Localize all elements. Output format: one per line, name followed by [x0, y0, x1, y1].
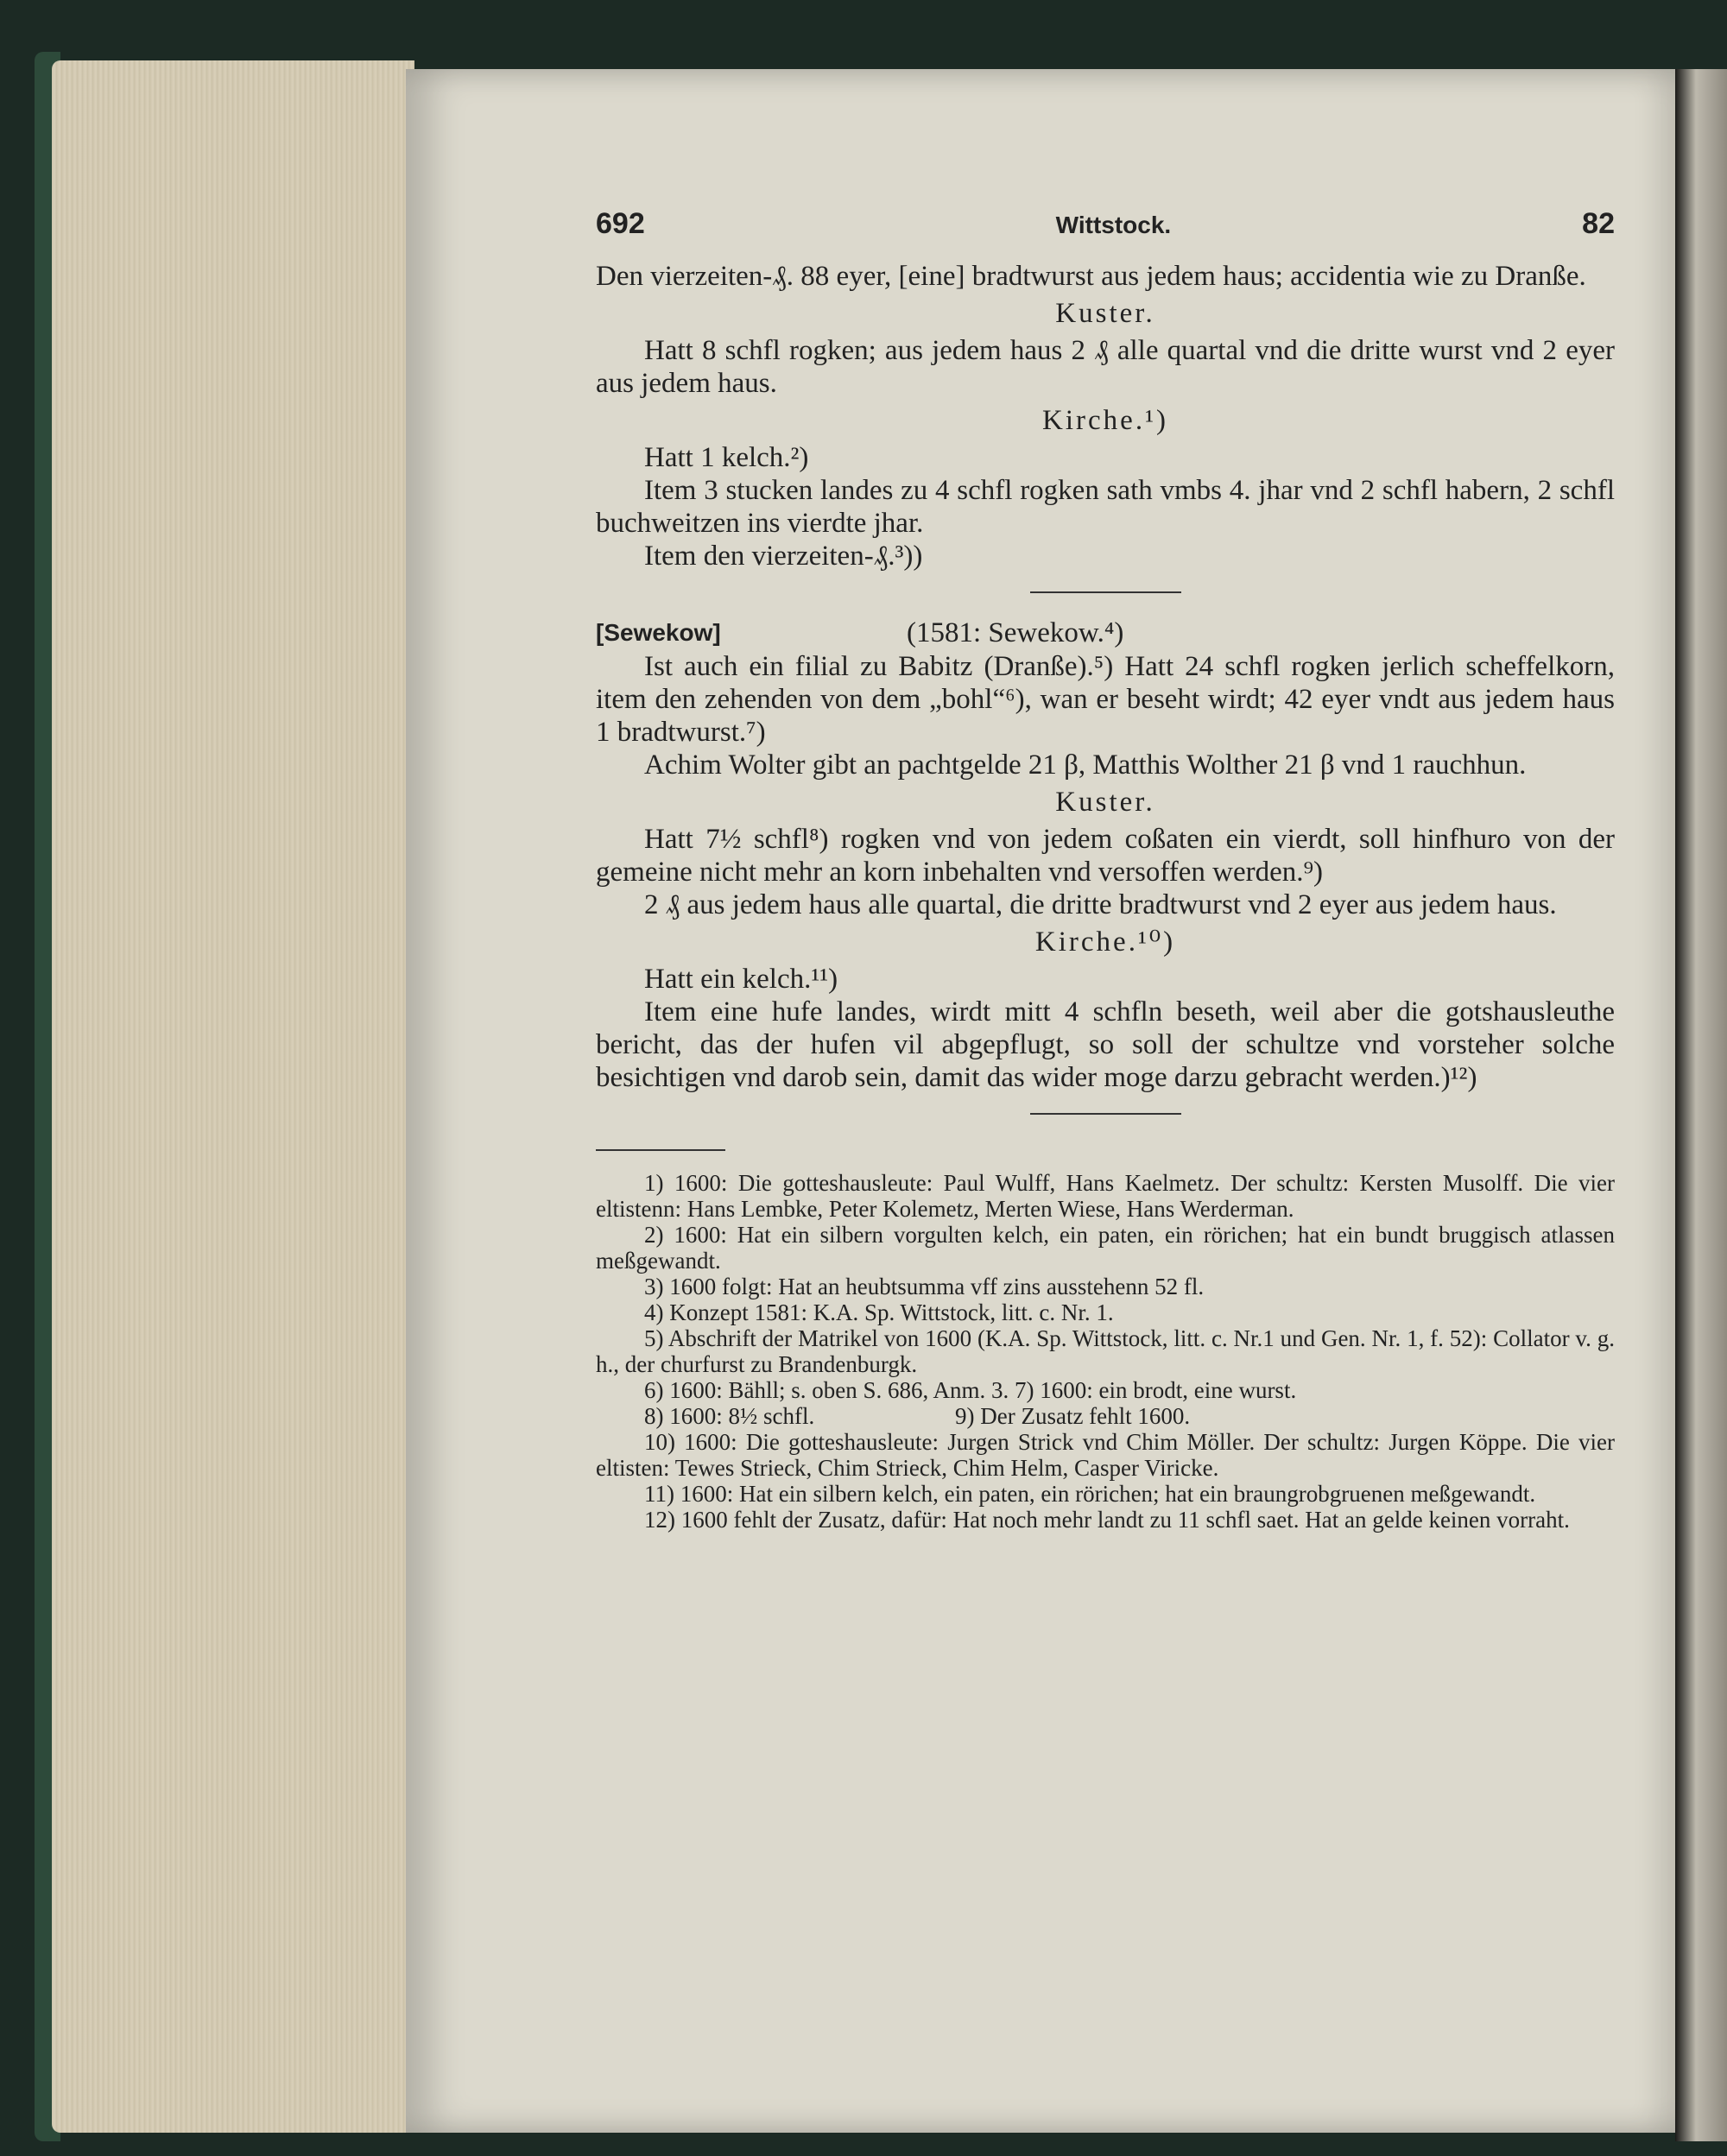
book-page-edges — [52, 60, 414, 2133]
original-page-number: 82 — [1582, 207, 1615, 240]
paragraph: Hatt 7½ schfl⁸) rogken vnd von jedem coßaten ein vierdt, soll hinfhuro von der gemeine nicht mehr an korn inbehalten vnd versoffen werden.⁹) — [596, 824, 1615, 888]
section-heading — [596, 616, 1615, 650]
footnote: 6) 1600: Bähll; s. oben S. 686, Anm. 3. 7) 1600: ein brodt, eine wurst. — [644, 1377, 1297, 1403]
paragraph: Item 3 stucken landes zu 4 schfl rogken sath vmbs 4. jhar vnd 2 schfl habern, 2 schfl buchweitzen ins vierdte jhar. — [596, 475, 1615, 539]
footnote: 1) 1600: Die gotteshausleute: Paul Wulff, Hans Kaelmetz. Der schultz: Kersten Musolff. Die vier eltistenn: Hans Lembke, Peter Kolemetz, Merten Wiese, Hans Werderman. — [596, 1170, 1615, 1222]
subheading: Kuster. — [1055, 298, 1155, 329]
footnote: 4) Konzept 1581: K.A. Sp. Wittstock, litt. c. Nr. 1. — [644, 1299, 1114, 1325]
section-alt-name: (1581: Sewekow.⁴) — [907, 617, 1124, 648]
footnote-row — [596, 1403, 1615, 1429]
running-title: Wittstock. — [1055, 212, 1172, 238]
page-number: 692 — [596, 207, 645, 240]
paragraph: Item den vierzeiten-₰.³)) — [644, 541, 923, 572]
section-divider — [1030, 591, 1181, 593]
footnotes-block-1 — [596, 1170, 1615, 1403]
paragraph: 2 ₰ aus jedem haus alle quartal, die dritte bradtwurst vnd 2 eyer aus jedem haus. — [644, 889, 1557, 920]
footnote-rule — [596, 1149, 725, 1151]
paragraph: Den vierzeiten-₰. 88 eyer, [eine] bradtwurst aus jedem haus; accidentia wie zu Dranße. — [596, 261, 1586, 292]
book-page — [406, 69, 1675, 2133]
paragraph: Item eine hufe landes, wirdt mitt 4 schfln beseth, weil aber die gotshausleuthe bericht, das der hufen vil abgepflugt, so soll der schultze vnd vorsteher solche besichtigen vnd darob sein, damit das wider moge darzu gebracht werden.)¹²) — [596, 996, 1615, 1093]
paragraph: Hatt 8 schfl rogken; aus jedem haus 2 ₰ alle quartal vnd die dritte wurst vnd 2 eyer aus jedem haus. — [596, 335, 1615, 399]
body-text-block-2 — [596, 650, 1615, 1115]
paragraph: Achim Wolter gibt an pachtgelde 21 β, Matthis Wolther 21 β vnd 1 rauchhun. — [644, 749, 1527, 781]
footnote: 5) Abschrift der Matrikel von 1600 (K.A. Sp. Wittstock, litt. c. Nr.1 und Gen. Nr. 1, f. 52): Collator v. g. h., der churfurst zu Brandenburgk. — [596, 1325, 1615, 1377]
footnotes-block-2 — [596, 1429, 1615, 1533]
next-page-edge — [1675, 69, 1727, 2141]
footnote-9: 9) Der Zusatz fehlt 1600. — [955, 1403, 1191, 1429]
section-tag: [Sewekow] — [596, 619, 721, 646]
footnote: 10) 1600: Die gotteshausleute: Jurgen Strick vnd Chim Möller. Der schultz: Jurgen Köppe. Die vier eltisten: Tewes Strieck, Chim Strieck, Chim Helm, Casper Viricke. — [596, 1429, 1615, 1481]
paragraph: Hatt 1 kelch.²) — [644, 442, 809, 473]
body-text-block-1 — [596, 260, 1615, 593]
paragraph: Hatt ein kelch.¹¹) — [644, 964, 838, 995]
running-header — [596, 207, 1615, 241]
footnote-8: 8) 1600: 8½ schfl. — [644, 1403, 815, 1429]
footnote: 3) 1600 folgt: Hat an heubtsumma vff zins ausstehenn 52 fl. — [644, 1274, 1205, 1299]
subheading: Kirche.¹⁰) — [1034, 926, 1176, 958]
subheading: Kirche.¹) — [1042, 405, 1168, 436]
page-content — [596, 207, 1615, 1533]
subheading: Kuster. — [1055, 787, 1155, 818]
paragraph: Ist auch ein filial zu Babitz (Dranße).⁵) Hatt 24 schfl rogken jerlich scheffelkorn, item den zehenden von dem „bohl“⁶), wan er beseht wirdt; 42 eyer vndt aus jedem haus 1 bradtwurst.⁷) — [596, 651, 1615, 748]
section-divider — [1030, 1113, 1181, 1115]
footnote: 11) 1600: Hat ein silbern kelch, ein paten, ein rörichen; hat ein braungrobgruenen meßgewandt. — [644, 1481, 1536, 1507]
footnote: 12) 1600 fehlt der Zusatz, dafür: Hat noch mehr landt zu 11 schfl saet. Hat an gelde keinen vorraht. — [644, 1507, 1570, 1533]
footnote: 2) 1600: Hat ein silbern vorgulten kelch, ein paten, ein rörichen; hat ein bundt bruggisch atlassen meßgewandt. — [596, 1222, 1615, 1274]
